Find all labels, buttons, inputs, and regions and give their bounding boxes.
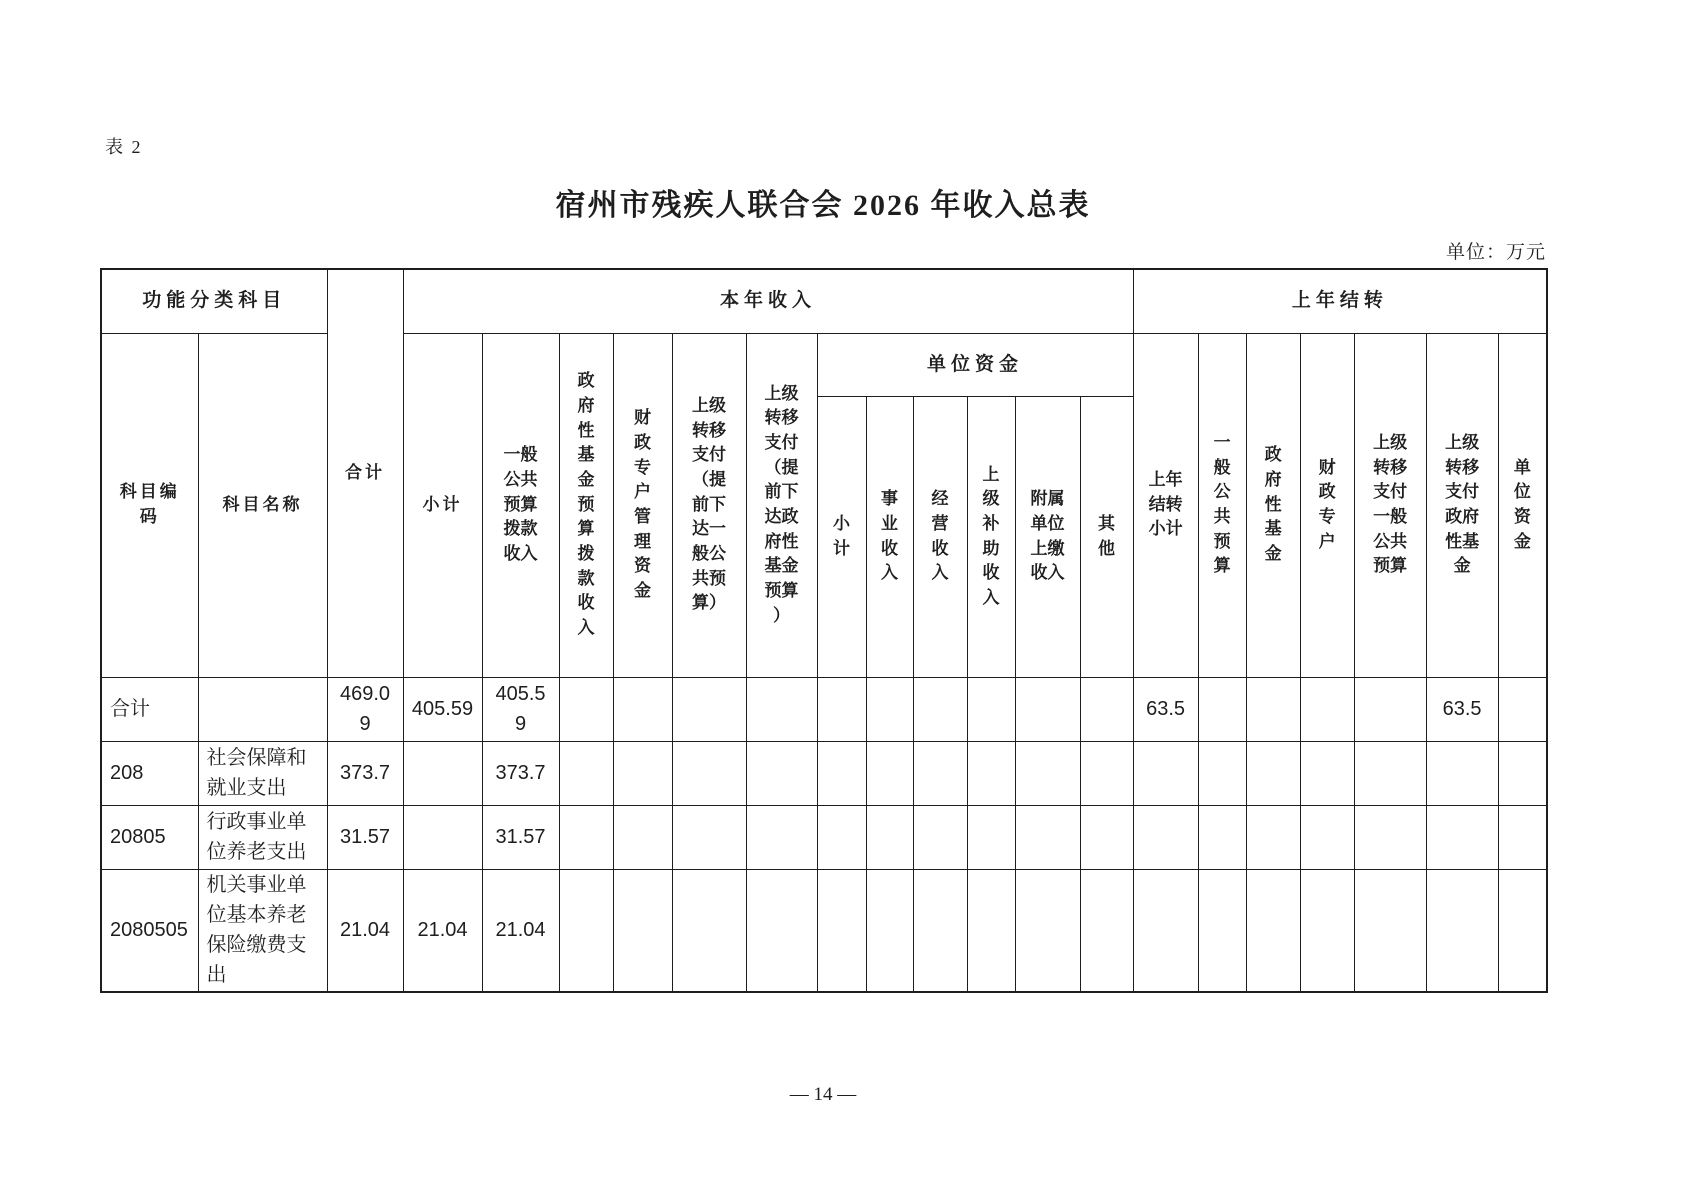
col-header-uf-other: 其他 xyxy=(1080,396,1133,677)
cell-name: 社会保障和就业支出 xyxy=(198,741,327,805)
cell-co-fiscal-special-account xyxy=(1300,677,1354,741)
cell-uf-affiliated-upturn xyxy=(1015,869,1080,992)
cell-code: 208 xyxy=(101,741,198,805)
cell-co-general-public-budget xyxy=(1198,677,1246,741)
table-row-grand-total xyxy=(101,677,1547,741)
col-header-co-unit-funds: 单位资金 xyxy=(1498,333,1547,677)
header-column-row xyxy=(101,333,1547,396)
col-header-uf-affiliated-upturn: 附属单位上缴收入 xyxy=(1015,396,1080,677)
cell-cy-fiscal-special-account xyxy=(613,869,672,992)
cell-uf-subtotal xyxy=(817,741,866,805)
cell-code: 20805 xyxy=(101,805,198,869)
cell-uf-business-income xyxy=(866,677,913,741)
header-band-row xyxy=(101,269,1547,333)
cell-cy-transfer-fund xyxy=(746,869,817,992)
cell-co-government-fund xyxy=(1246,741,1300,805)
col-header-co-fiscal-special-account: 财政专户 xyxy=(1300,333,1354,677)
cell-cy-general-public-budget: 31.57 xyxy=(482,805,559,869)
col-header-cy-fiscal-special-account: 财政专户管理资金 xyxy=(613,333,672,677)
cell-name: 机关事业单位基本养老保险缴费支出 xyxy=(198,869,327,992)
cell-co-subtotal xyxy=(1133,805,1198,869)
cell-uf-business-income xyxy=(866,805,913,869)
page-number: — 14 — xyxy=(789,1084,857,1105)
income-summary-table xyxy=(100,268,1548,993)
cell-co-fiscal-special-account xyxy=(1300,805,1354,869)
cell-uf-business-income xyxy=(866,741,913,805)
cell-cy-subtotal xyxy=(403,805,482,869)
cell-co-unit-funds xyxy=(1498,869,1547,992)
col-header-co-subtotal: 上年结转小计 xyxy=(1133,333,1198,677)
cell-cy-government-fund-budget xyxy=(559,741,613,805)
cell-cy-transfer-fund xyxy=(746,741,817,805)
col-header-uf-subtotal: 小计 xyxy=(817,396,866,677)
cell-uf-subtotal xyxy=(817,869,866,992)
cell-total: 373.7 xyxy=(327,741,403,805)
col-header-cy-transfer-fund: 上级转移支付（提前下达政府性基金预算） xyxy=(746,333,817,677)
cell-cy-government-fund-budget xyxy=(559,869,613,992)
cell-cy-transfer-general xyxy=(672,805,746,869)
cell-cy-government-fund-budget xyxy=(559,805,613,869)
col-header-cy-subtotal: 小计 xyxy=(403,333,482,677)
cell-co-government-fund xyxy=(1246,677,1300,741)
table-number-label: 表 2 xyxy=(105,137,143,157)
cell-total: 469.09 xyxy=(327,677,403,741)
cell-cy-fiscal-special-account xyxy=(613,741,672,805)
cell-co-transfer-fund xyxy=(1426,869,1498,992)
col-header-uf-superior-subsidy: 上级补助收入 xyxy=(967,396,1015,677)
cell-uf-other xyxy=(1080,677,1133,741)
cell-cy-government-fund-budget xyxy=(559,677,613,741)
cell-uf-business-income xyxy=(866,869,913,992)
cell-uf-affiliated-upturn xyxy=(1015,741,1080,805)
cell-uf-subtotal xyxy=(817,805,866,869)
cell-co-unit-funds xyxy=(1498,677,1547,741)
col-header-co-general-public-budget: 一般公共预算 xyxy=(1198,333,1246,677)
col-header-co-government-fund: 政府性基金 xyxy=(1246,333,1300,677)
cell-co-unit-funds xyxy=(1498,741,1547,805)
cell-co-subtotal: 63.5 xyxy=(1133,677,1198,741)
cell-co-fiscal-special-account xyxy=(1300,741,1354,805)
header-carryover: 上年结转 xyxy=(1133,269,1547,333)
cell-uf-operating-income xyxy=(913,805,967,869)
cell-uf-other xyxy=(1080,805,1133,869)
cell-uf-affiliated-upturn xyxy=(1015,677,1080,741)
cell-co-government-fund xyxy=(1246,869,1300,992)
cell-uf-subtotal xyxy=(817,677,866,741)
cell-uf-other xyxy=(1080,869,1133,992)
cell-uf-operating-income xyxy=(913,677,967,741)
cell-name: 行政事业单位养老支出 xyxy=(198,805,327,869)
col-header-cy-general-public-budget: 一般公共预算拨款收入 xyxy=(482,333,559,677)
cell-cy-fiscal-special-account xyxy=(613,677,672,741)
cell-total: 31.57 xyxy=(327,805,403,869)
header-unit-funds: 单位资金 xyxy=(817,333,1133,396)
cell-cy-subtotal: 21.04 xyxy=(403,869,482,992)
cell-name xyxy=(198,677,327,741)
cell-co-transfer-general xyxy=(1354,805,1426,869)
cell-co-fiscal-special-account xyxy=(1300,869,1354,992)
cell-cy-subtotal xyxy=(403,741,482,805)
cell-co-transfer-fund: 63.5 xyxy=(1426,677,1498,741)
cell-co-transfer-fund xyxy=(1426,805,1498,869)
cell-code: 2080505 xyxy=(101,869,198,992)
cell-uf-other xyxy=(1080,741,1133,805)
table-row-208 xyxy=(101,741,1547,805)
cell-cy-subtotal: 405.59 xyxy=(403,677,482,741)
col-header-cy-transfer-general: 上级转移支付（提前下达一般公共预算） xyxy=(672,333,746,677)
cell-co-government-fund xyxy=(1246,805,1300,869)
cell-cy-transfer-fund xyxy=(746,677,817,741)
cell-code: 合计 xyxy=(101,677,198,741)
cell-cy-transfer-fund xyxy=(746,805,817,869)
col-header-subject-name: 科目名称 xyxy=(198,333,327,677)
col-header-uf-business-income: 事业收入 xyxy=(866,396,913,677)
cell-cy-transfer-general xyxy=(672,869,746,992)
cell-co-general-public-budget xyxy=(1198,741,1246,805)
cell-uf-superior-subsidy xyxy=(967,741,1015,805)
col-header-co-transfer-fund: 上级转移支付政府性基金 xyxy=(1426,333,1498,677)
cell-cy-general-public-budget: 405.59 xyxy=(482,677,559,741)
cell-co-subtotal xyxy=(1133,741,1198,805)
col-header-subject-code: 科目编码 xyxy=(101,333,198,677)
cell-uf-operating-income xyxy=(913,741,967,805)
col-header-total: 合计 xyxy=(327,269,403,677)
cell-co-transfer-general xyxy=(1354,869,1426,992)
cell-uf-superior-subsidy xyxy=(967,869,1015,992)
cell-co-transfer-fund xyxy=(1426,741,1498,805)
table-row-2080505 xyxy=(101,869,1547,992)
cell-uf-operating-income xyxy=(913,869,967,992)
cell-co-general-public-budget xyxy=(1198,869,1246,992)
col-header-uf-operating-income: 经营收入 xyxy=(913,396,967,677)
cell-cy-fiscal-special-account xyxy=(613,805,672,869)
header-functional-classification: 功能分类科目 xyxy=(101,269,327,333)
cell-co-transfer-general xyxy=(1354,677,1426,741)
header-current-year-income: 本年收入 xyxy=(403,269,1133,333)
cell-cy-transfer-general xyxy=(672,677,746,741)
cell-uf-affiliated-upturn xyxy=(1015,805,1080,869)
document-title: 宿州市残疾人联合会 2026 年收入总表 xyxy=(555,189,1091,222)
cell-uf-superior-subsidy xyxy=(967,677,1015,741)
cell-cy-general-public-budget: 373.7 xyxy=(482,741,559,805)
cell-co-unit-funds xyxy=(1498,805,1547,869)
unit-note: 单位：万元 xyxy=(1445,242,1546,263)
cell-co-transfer-general xyxy=(1354,741,1426,805)
cell-total: 21.04 xyxy=(327,869,403,992)
cell-co-subtotal xyxy=(1133,869,1198,992)
col-header-cy-government-fund-budget: 政府性基金预算拨款收入 xyxy=(559,333,613,677)
table-row-20805 xyxy=(101,805,1547,869)
cell-cy-general-public-budget: 21.04 xyxy=(482,869,559,992)
cell-cy-transfer-general xyxy=(672,741,746,805)
col-header-co-transfer-general: 上级转移支付一般公共预算 xyxy=(1354,333,1426,677)
cell-co-general-public-budget xyxy=(1198,805,1246,869)
cell-uf-superior-subsidy xyxy=(967,805,1015,869)
